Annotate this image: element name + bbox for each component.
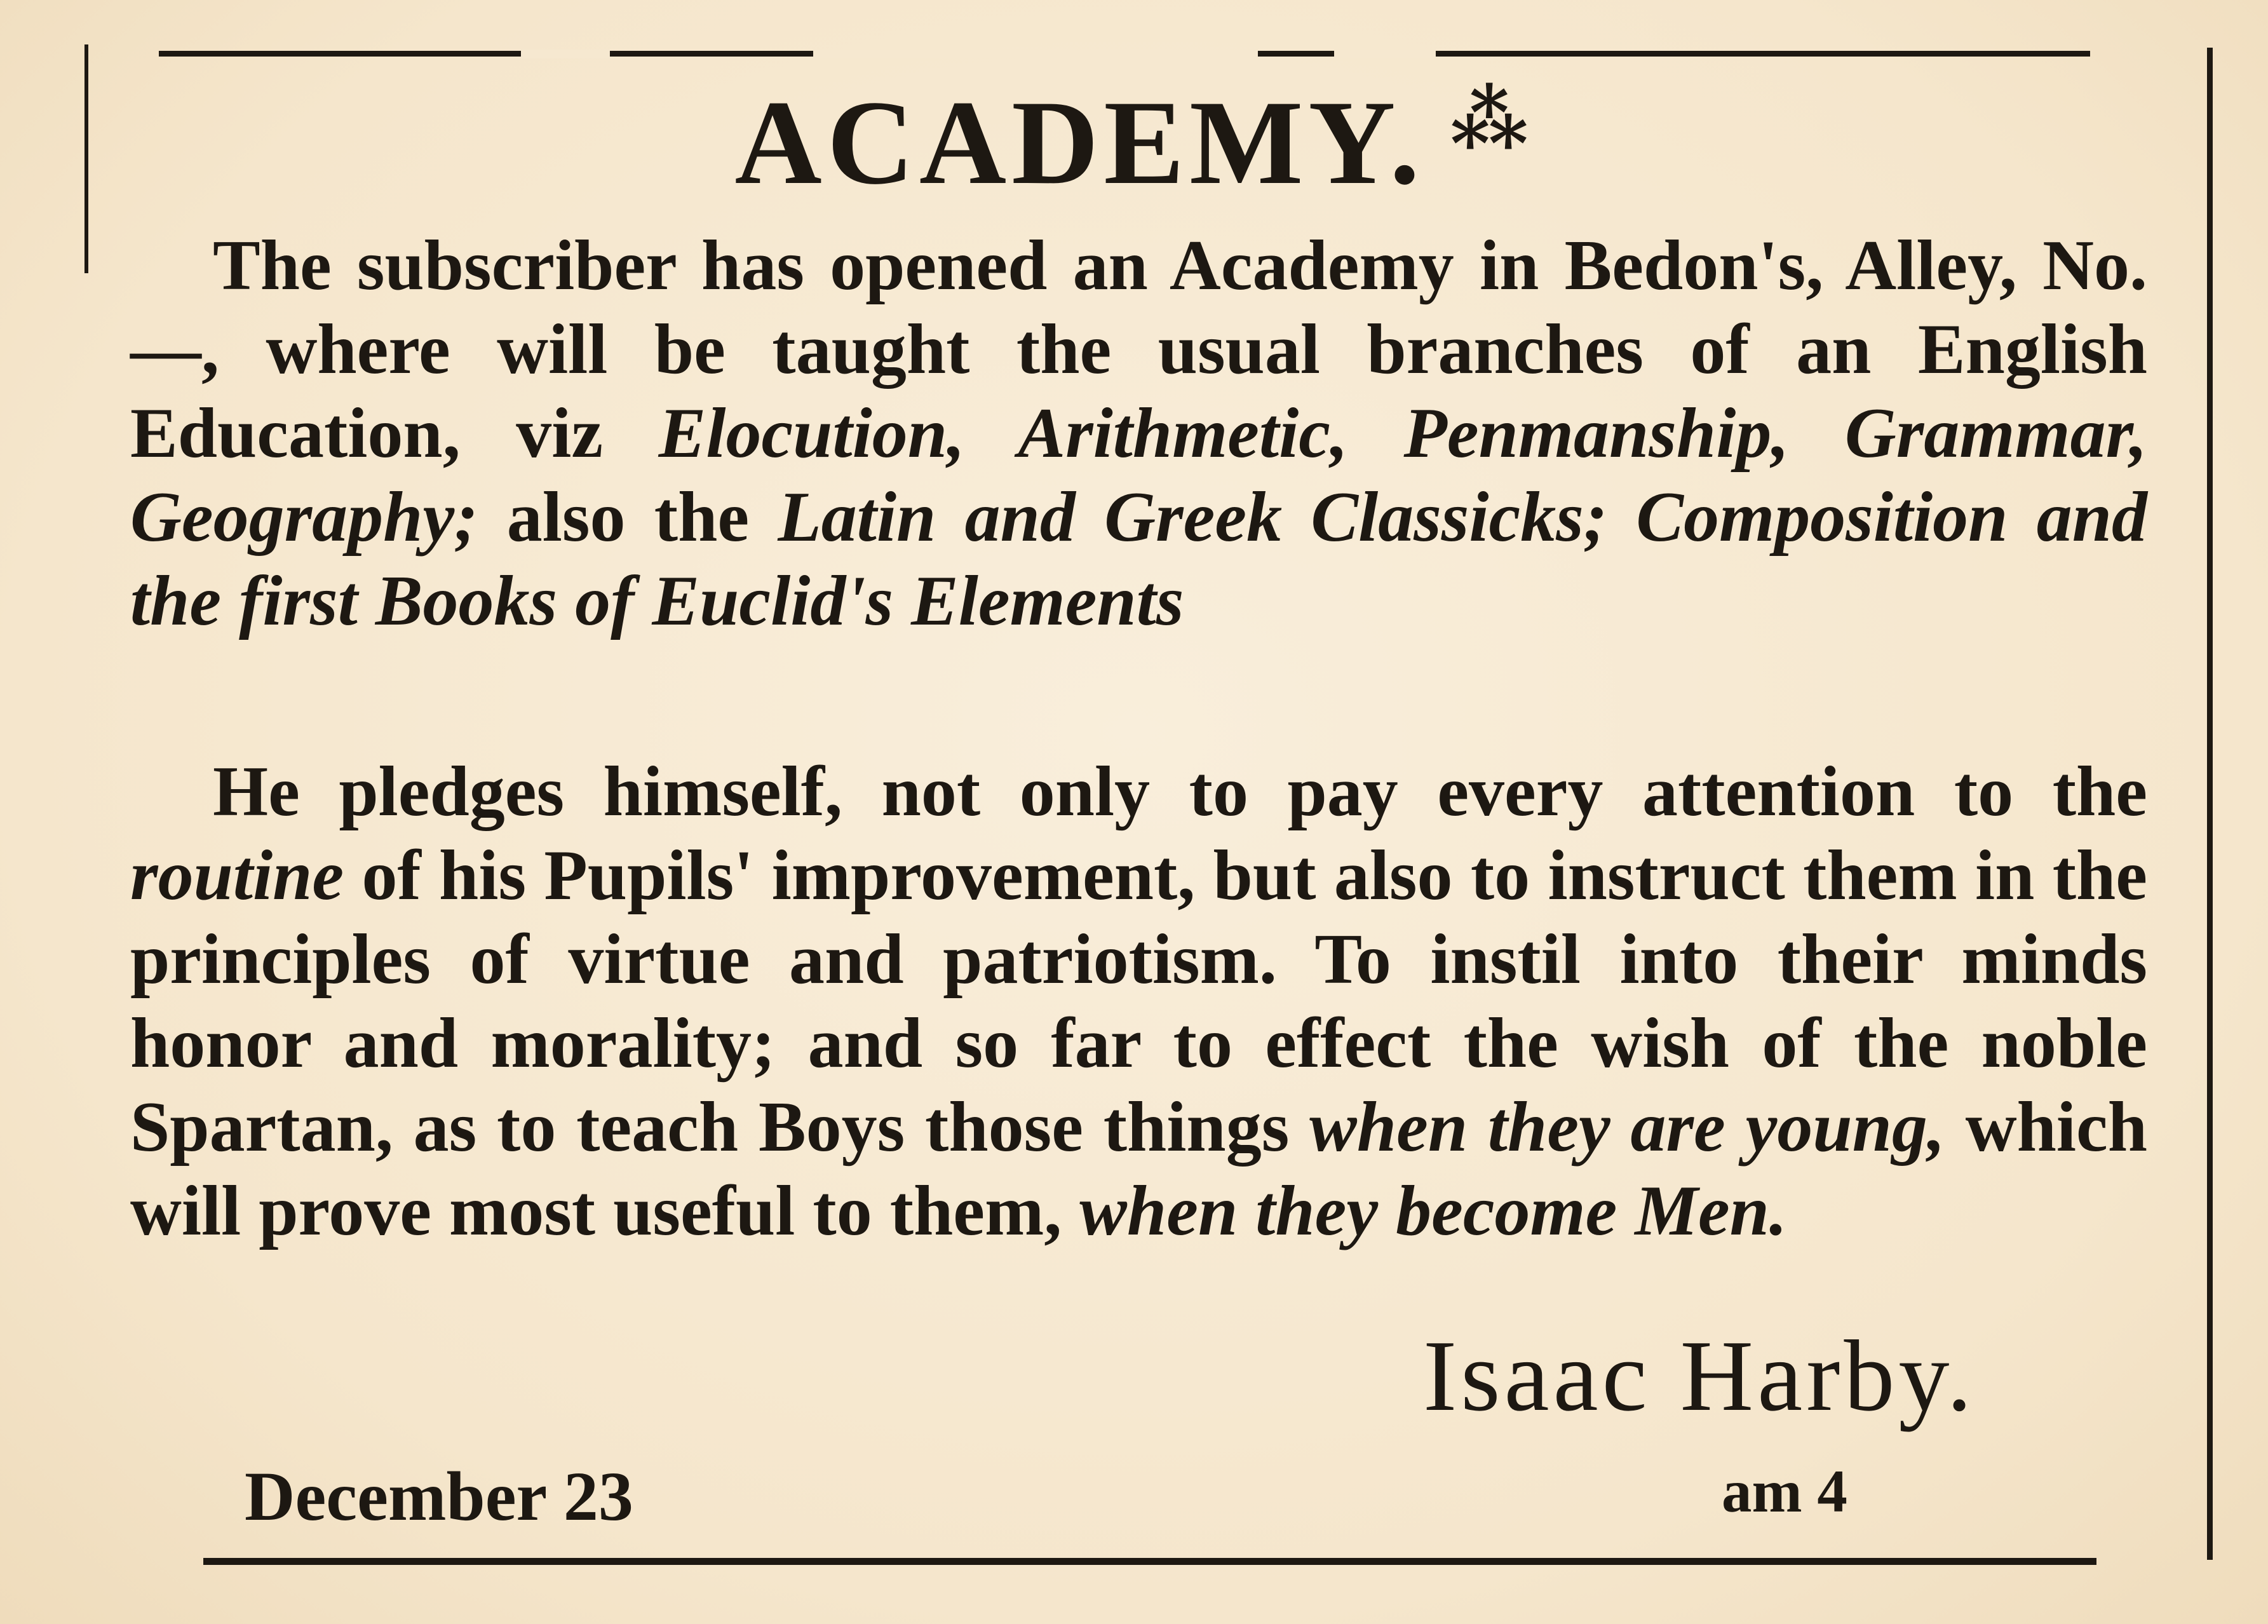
paragraph-2a-text: He pledges himself, not only to pay every attention to the	[213, 752, 2147, 831]
signature: Isaac Harby.	[1423, 1319, 1976, 1432]
routine-text: routine	[130, 836, 344, 915]
paragraph-1-text: The subscriber has opened an Academy in Bedon's, Alley, No. —, where will be taught the usual branches of an English Education, viz	[130, 226, 2147, 473]
rule-gap	[521, 50, 610, 58]
classics-text: Latin and Greek Classicks; Composition and the first Books of Euclid's Elements	[130, 478, 2148, 640]
date-line: December 23	[245, 1458, 633, 1535]
bottom-rule	[203, 1558, 2096, 1565]
rule-gap	[813, 50, 1258, 58]
first-paragraph	[130, 224, 2147, 643]
subjects-text: Elocution, Arithmetic, Penmanship, Grammar, Geography;	[130, 394, 2147, 557]
paragraph-2c-text: which will prove most useful to them,	[130, 1088, 2148, 1250]
young-phrase: when they are young,	[1309, 1088, 1945, 1167]
notice-title	[0, 76, 2268, 210]
ornament-icon: ⁂	[1450, 78, 1534, 163]
insertion-code: am 4	[1722, 1458, 1847, 1525]
also-text: also the	[506, 478, 750, 557]
paragraph-2b-text: of his Pupils' improvement, but also to instruct them in the principles of virtue and patriotism. To instil into their minds honor and morality; and so far to effect the wish of the noble Spartan, as to teach Boys those things	[130, 836, 2148, 1167]
second-paragraph	[130, 750, 2147, 1253]
men-phrase: when they become Men.	[1079, 1172, 1787, 1250]
title-text: ACADEMY.	[734, 76, 1425, 210]
rule-gap	[1334, 50, 1436, 58]
right-rule	[2207, 48, 2213, 1560]
